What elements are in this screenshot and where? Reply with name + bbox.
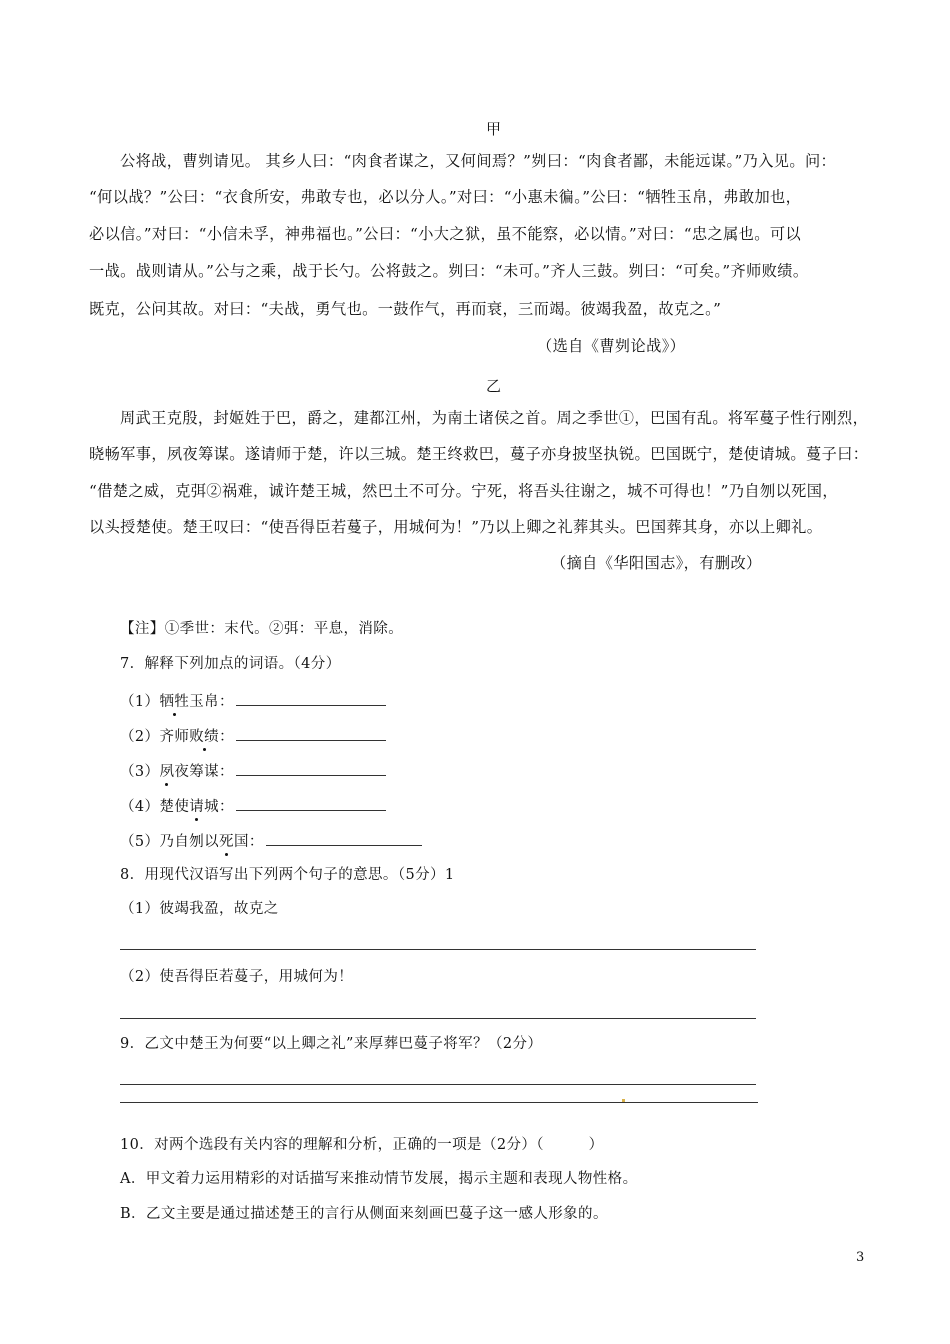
passage-yi-line: 晓畅军事，夙夜筹谋。遂请师于楚，许以三城。楚王终救巴，蔓子亦身披坚执锐。巴国既宁，楚使请城。蔓子曰： (89, 445, 869, 463)
answer-line[interactable] (120, 949, 756, 950)
answer-blank[interactable] (236, 795, 386, 811)
answer-blank[interactable] (266, 830, 422, 846)
question-7-stem: 7．解释下列加点的词语。（4分） (120, 656, 341, 672)
question-8-sentence-1: （1）彼竭我盈，故克之 (120, 901, 279, 917)
question-10-stem: 10．对两个选段有关内容的理解和分析，正确的一项是（2分）（ ） (120, 1137, 604, 1153)
dotted-word: 牺牲 (159, 694, 190, 710)
answer-blank[interactable] (236, 760, 386, 776)
passage-jia-source: （选自《曹刿论战》） (537, 337, 686, 355)
passage-yi-source: （摘自《华阳国志》，有删改） (551, 554, 762, 572)
passage-jia-line: 一战。战则请从。”公与之乘，战于长勺。公将鼓之。刿曰：“未可。”齐人三鼓。刿曰：“可矣。”齐师败绩。 (89, 262, 809, 280)
passage-jia-line: 公将战，曹刿请见。 其乡人曰：“肉食者谋之，又何间焉？”刿曰：“肉食者鄙，未能远谋。”乃入见。问： (120, 152, 837, 170)
answer-line[interactable] (120, 1084, 756, 1085)
question-10-option-a[interactable]: A．甲文着力运用精彩的对话描写来推动情节发展，揭示主题和表现人物性格。 (120, 1171, 638, 1187)
answer-line[interactable] (120, 1102, 758, 1103)
passage-yi-line: 周武王克殷，封姬姓于巴，爵之，建都江州，为南土诸侯之首。周之季世①，巴国有乱。将军蔓子性行刚烈， (120, 409, 869, 427)
dotted-word: 请 (189, 799, 205, 815)
dotted-word: 败绩 (189, 729, 220, 745)
question-10-option-b[interactable]: B．乙文主要是通过描述楚王的言行从侧面来刻画巴蔓子这一感人形象的。 (120, 1206, 608, 1222)
question-9-stem: 9．乙文中楚王为何要“以上卿之礼”来厚葬巴蔓子将军？（2分） (120, 1036, 543, 1052)
scan-speck (622, 1099, 625, 1102)
dotted-word: 死 (219, 834, 234, 850)
passage-yi-line: “借楚之威，克弭②祸难，诚许楚王城，然巴土不可分。宁死，将吾头往谢之，城不可得也！”乃自刎以死国， (89, 482, 838, 500)
passage-yi-heading: 乙 (486, 377, 502, 395)
passage-jia-line: 既克，公问其故。对曰：“夫战，勇气也。一鼓作气，再而衰，三而竭。彼竭我盈，故克之。” (89, 300, 722, 318)
question-7-item: （1）牺牲玉帛： (120, 690, 386, 710)
passage-jia-line: 必以信。”对曰：“小信未孚，神弗福也。”公曰：“小大之狱，虽不能察，必以情。”对曰：“忠之属也。可以 (89, 225, 802, 243)
question-7-item: （5）乃自刎以死国： (120, 830, 422, 850)
question-8-stem: 8．用现代汉语写出下列两个句子的意思。（5分）1 (120, 867, 455, 883)
passage-jia-line: “何以战？”公曰：“衣食所安，弗敢专也，必以分人。”对曰：“小惠未徧。”公曰：“牺牲玉帛，弗敢加也， (89, 188, 802, 206)
answer-blank[interactable] (236, 725, 386, 741)
question-7-item: （3）夙夜筹谋： (120, 760, 386, 780)
annotation-note: 【注】①季世：末代。②弭：平息，消除。 (120, 621, 404, 637)
answer-blank[interactable] (236, 690, 386, 706)
question-8-sentence-2: （2）使吾得臣若蔓子，用城何为！ (120, 969, 354, 985)
passage-jia-heading: 甲 (486, 120, 502, 138)
question-7-item: （2）齐师败绩： (120, 725, 386, 745)
dotted-word: 夙 (159, 764, 175, 780)
page-number: 3 (856, 1250, 865, 1265)
question-7-item: （4）楚使请城： (120, 795, 386, 815)
answer-line[interactable] (120, 1018, 756, 1019)
passage-yi-line: 以头授楚使。楚王叹曰：“使吾得臣若蔓子，用城何为！”乃以上卿之礼葬其头。巴国葬其身，亦以上卿礼。 (89, 518, 823, 536)
